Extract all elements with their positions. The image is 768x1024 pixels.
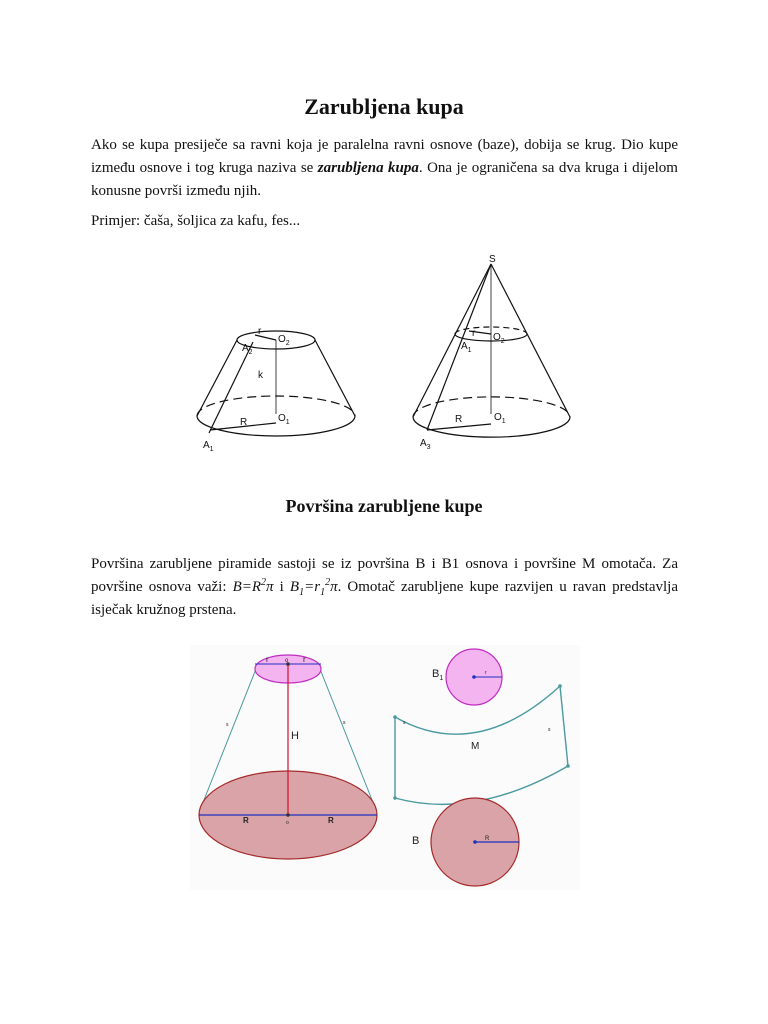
label-o-top: o (285, 658, 289, 664)
label-m: M (471, 741, 480, 752)
label-big-r: R (485, 836, 490, 842)
page-title: Zarubljena kupa (304, 94, 464, 119)
label-o2: $O_2$ (493, 332, 505, 345)
label-s: S (489, 254, 496, 265)
label-big-r-right: R (328, 816, 334, 825)
figure-colored-cone (190, 645, 390, 890)
base-front (413, 417, 570, 437)
figure-cone-section (405, 252, 580, 462)
label-b1: $B_1$ (432, 668, 444, 682)
label-a1: $A_1$ (461, 341, 472, 354)
label-r: r (485, 670, 487, 676)
label-s-left: s (226, 722, 229, 728)
formula-top-base: $B_1=r_1^2\pi$ (289, 577, 338, 598)
figure-truncated-cone (190, 318, 360, 463)
label-a1: $A_1$ (203, 440, 214, 453)
label-r: r (258, 326, 262, 337)
label-a2: $A_2$ (242, 343, 253, 356)
surface-text-1: Površina zarubljene piramide sastoji se iz površina B i B1 osnova i površine M omotača. Za površine osnova važi: (91, 556, 678, 595)
label-big-r: R (240, 417, 248, 428)
example-paragraph: Primjer: čaša, šoljica za kafu, fes... (91, 213, 301, 229)
label-o1: $O_1$ (278, 413, 290, 426)
label-o1: $O_1$ (494, 412, 506, 425)
cone-generatrix (427, 264, 491, 430)
label-h: H (291, 730, 299, 742)
intro-text-2: . Ona je ograničena sa dva kruga i dijelom konusne površi između njih. (91, 160, 678, 199)
label-o2: $O_2$ (278, 334, 290, 347)
label-big-r-left: R (243, 816, 249, 825)
intro-paragraph (91, 134, 678, 203)
label-r: r (472, 328, 476, 339)
surface-text-2: . Omotač zarubljene kupe razvijen u ravan predstavlja isječak kružnog prstena. (91, 579, 678, 618)
intro-term: zarubljena kupa (317, 160, 419, 176)
label-k: k (258, 370, 263, 381)
label-b: B (412, 835, 420, 847)
figure-cone-net (385, 645, 580, 890)
label-r-right: r (303, 655, 306, 664)
label-big-r: R (455, 414, 463, 425)
label-s-left: s (403, 720, 406, 726)
label-o-bottom: o (286, 820, 289, 826)
generatrix-left (197, 340, 237, 416)
label-a3: $A_3$ (420, 438, 431, 451)
label-s-right: s (343, 720, 346, 726)
label-s-right: s (548, 727, 551, 733)
label-r-left: r (266, 655, 269, 664)
surface-paragraph (91, 553, 678, 622)
bottom-base-front (197, 416, 355, 436)
base-back (413, 397, 570, 417)
formula-base: $B=R^2\pi$ (232, 577, 274, 595)
intro-text-1: Ako se kupa presiječe sa ravni koja je paralelna ravni osnove (baze), dobija se krug. Dio kupe između osnove i tog kruga naziva se (91, 137, 678, 176)
section-title: Površina zarubljene kupe (285, 496, 483, 516)
generatrix-right (315, 340, 355, 416)
surface-conj: i (273, 579, 290, 595)
